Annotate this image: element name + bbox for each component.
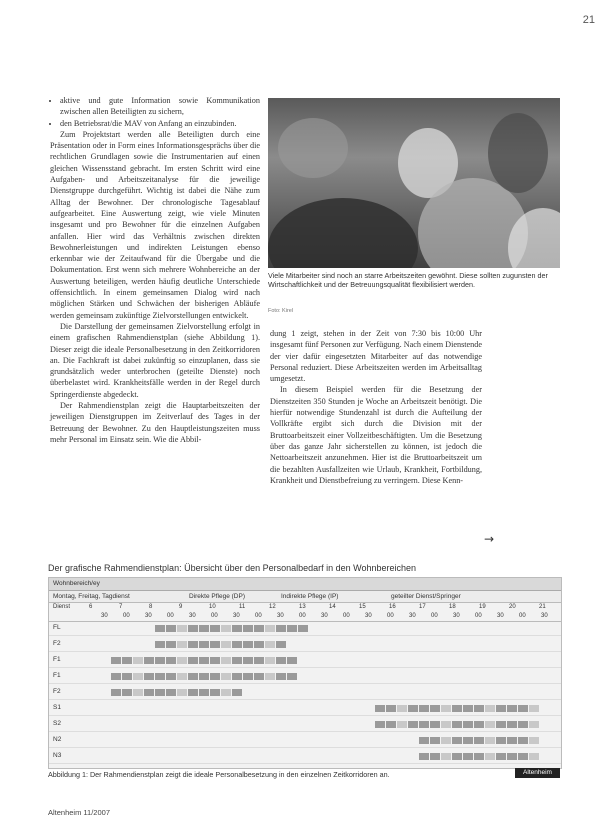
shift-cell xyxy=(397,721,408,728)
shift-cell xyxy=(474,737,485,744)
shift-cell xyxy=(133,673,144,680)
photo-staff-meeting xyxy=(268,98,560,268)
hour-tick: 16 xyxy=(389,604,396,610)
shift-cell xyxy=(166,641,177,648)
shift-cell xyxy=(419,705,430,712)
shift-cell xyxy=(199,673,210,680)
shift-cell xyxy=(177,673,188,680)
shift-cell xyxy=(166,689,177,696)
row-divider xyxy=(49,651,561,652)
shift-cell xyxy=(133,689,144,696)
shift-cell xyxy=(287,625,298,632)
shift-cell xyxy=(144,689,155,696)
shift-cell xyxy=(441,737,452,744)
photo-caption: Viele Mitarbeiter sind noch an starre Arbeitszeiten gewöhnt. Diese sollten zugunsten der Wirtschaftlichkeit und der Betreuungsqualität flexibilisiert werden. xyxy=(268,271,548,289)
header-label: Dienst xyxy=(53,604,71,610)
figure-caption: Abbildung 1: Der Rahmendienstplan zeigt die ideale Personalbesetzung in den einzelnen Zeitkorridoren an. xyxy=(48,770,390,779)
shift-cell xyxy=(188,657,199,664)
shift-cell xyxy=(375,705,386,712)
hour-tick: 6 xyxy=(89,604,93,610)
legend-item: geteilter Dienst/Springer xyxy=(391,593,461,600)
minute-tick: 00 xyxy=(255,613,262,619)
hour-tick: 17 xyxy=(419,604,426,610)
shift-cell xyxy=(474,721,485,728)
bullet-item: • aktive und gute Information sowie Kommunikation zwischen allen Beteiligten zu sichern, xyxy=(60,95,260,118)
shift-cell xyxy=(232,641,243,648)
shift-cell xyxy=(254,625,265,632)
hour-tick: 19 xyxy=(479,604,486,610)
row-divider xyxy=(49,763,561,764)
shift-cell xyxy=(430,737,441,744)
minute-tick: 00 xyxy=(167,613,174,619)
shift-cell xyxy=(111,657,122,664)
shift-cell xyxy=(485,705,496,712)
shift-cell xyxy=(408,721,419,728)
shift-cell xyxy=(276,657,287,664)
row-label: F1 xyxy=(53,672,61,679)
hour-tick: 20 xyxy=(509,604,516,610)
shift-cell xyxy=(419,737,430,744)
shift-cell xyxy=(441,721,452,728)
paragraph: dung 1 zeigt, stehen in der Zeit von 7:30 bis 10:00 Uhr insgesamt fünf Personen zur Verfügung. Nach einem Dienstende der vier dafür eingesetzten Mitarbeiter auf das notwendige Personal reduziert. Diese Arbeitszeiten werden im Arbeitsalltag umgesetzt. xyxy=(270,329,482,384)
shift-cell xyxy=(419,753,430,760)
shift-cell xyxy=(166,657,177,664)
shift-cell xyxy=(133,657,144,664)
photo-credit: Foto: Kirel xyxy=(268,308,294,314)
minute-tick: 00 xyxy=(475,613,482,619)
shift-cell xyxy=(518,705,529,712)
shift-cell xyxy=(177,657,188,664)
shift-cell xyxy=(221,641,232,648)
legend-item: Indirekte Pflege (IP) xyxy=(281,593,339,600)
shift-cell xyxy=(452,705,463,712)
shift-cell xyxy=(155,689,166,696)
shift-cell xyxy=(474,753,485,760)
shift-cell xyxy=(430,753,441,760)
hour-tick: 12 xyxy=(269,604,276,610)
shift-cell xyxy=(452,753,463,760)
minute-tick: 30 xyxy=(277,613,284,619)
minute-tick: 00 xyxy=(387,613,394,619)
bullet-list xyxy=(60,95,260,129)
right-column xyxy=(270,328,482,486)
minute-tick: 30 xyxy=(497,613,504,619)
shift-cell xyxy=(265,641,276,648)
shift-cell xyxy=(518,737,529,744)
duty-roster-chart xyxy=(48,577,562,769)
hour-tick: 15 xyxy=(359,604,366,610)
shift-cell xyxy=(265,625,276,632)
shift-cell xyxy=(441,705,452,712)
shift-cell xyxy=(452,721,463,728)
row-divider xyxy=(49,667,561,668)
hour-tick: 7 xyxy=(119,604,123,610)
shift-cell xyxy=(518,721,529,728)
shift-cell xyxy=(232,673,243,680)
shift-cell xyxy=(188,625,199,632)
source-badge: Altenheim xyxy=(515,768,560,778)
minute-tick: 00 xyxy=(299,613,306,619)
shift-cell xyxy=(210,689,221,696)
row-label: F2 xyxy=(53,688,61,695)
hour-tick: 13 xyxy=(299,604,306,610)
shift-cell xyxy=(496,705,507,712)
shift-cell xyxy=(529,705,540,712)
shift-cell xyxy=(430,721,441,728)
hour-tick: 18 xyxy=(449,604,456,610)
shift-cell xyxy=(375,721,386,728)
unit-bar xyxy=(49,578,561,591)
shift-cell xyxy=(507,705,518,712)
shift-cell xyxy=(265,673,276,680)
shift-cell xyxy=(529,737,540,744)
continue-arrow-icon: → xyxy=(484,532,495,546)
shift-cell xyxy=(155,625,166,632)
shift-cell xyxy=(254,641,265,648)
shift-cell xyxy=(166,673,177,680)
shift-cell xyxy=(529,753,540,760)
shift-cell xyxy=(265,657,276,664)
shift-cell xyxy=(155,657,166,664)
shift-cell xyxy=(529,721,540,728)
row-divider xyxy=(49,747,561,748)
shift-cell xyxy=(518,753,529,760)
minute-tick: 30 xyxy=(233,613,240,619)
shift-cell xyxy=(507,737,518,744)
legend-bar xyxy=(49,591,561,603)
hour-row xyxy=(49,603,561,612)
hour-tick: 14 xyxy=(329,604,336,610)
shift-cell xyxy=(496,753,507,760)
shift-cell xyxy=(177,625,188,632)
shift-cell xyxy=(276,641,287,648)
shift-cell xyxy=(188,689,199,696)
paragraph: Die Darstellung der gemeinsamen Zielvorstellung erfolgt in einem grafischen Rahmendienstplan (siehe Abbildung 1). Dieser zeigt die ideale Personalbesetzung in den Zeitkorridoren an. Die Fachkraft ist dabei zukünftig so einzuplanen, dass sie grundsätzlich weder unterbrochen (geteilte Dienste) noch überbelastet wird. Krankheitsfälle werden in der Regel durch Springerdienste abgedeckt. xyxy=(50,321,260,399)
shift-cell xyxy=(243,625,254,632)
shift-cell xyxy=(430,705,441,712)
minute-row xyxy=(49,612,561,622)
shift-cell xyxy=(474,705,485,712)
row-divider xyxy=(49,635,561,636)
day-labels: Montag, Freitag, Tagdienst xyxy=(53,593,130,600)
minute-tick: 30 xyxy=(145,613,152,619)
shift-cell xyxy=(177,689,188,696)
row-label: FL xyxy=(53,624,61,631)
shift-cell xyxy=(122,689,133,696)
shift-cell xyxy=(122,673,133,680)
shift-cell xyxy=(111,689,122,696)
left-column xyxy=(50,95,260,445)
shift-cell xyxy=(485,737,496,744)
shift-cell xyxy=(463,721,474,728)
row-divider xyxy=(49,731,561,732)
bullet-item: • den Betriebsrat/die MAV von Anfang an einzubinden. xyxy=(60,118,260,129)
minute-tick: 30 xyxy=(409,613,416,619)
row-divider xyxy=(49,683,561,684)
shift-cell xyxy=(441,753,452,760)
shift-cell xyxy=(221,689,232,696)
minute-tick: 00 xyxy=(431,613,438,619)
shift-cell xyxy=(155,673,166,680)
minute-tick: 30 xyxy=(541,613,548,619)
minute-tick: 30 xyxy=(365,613,372,619)
shift-cell xyxy=(386,705,397,712)
shift-cell xyxy=(221,625,232,632)
shift-cell xyxy=(254,673,265,680)
row-divider xyxy=(49,715,561,716)
shift-cell xyxy=(188,641,199,648)
row-divider xyxy=(49,699,561,700)
shift-cell xyxy=(276,625,287,632)
shift-cell xyxy=(210,657,221,664)
shift-cell xyxy=(199,641,210,648)
figure-title: Der grafische Rahmendienstplan: Übersicht über den Personalbedarf in den Wohnbereichen xyxy=(48,563,417,573)
shift-cell xyxy=(177,641,188,648)
shift-cell xyxy=(408,705,419,712)
shift-cell xyxy=(287,673,298,680)
shift-cell xyxy=(166,625,177,632)
paragraph: Der Rahmendienstplan zeigt die Hauptarbeitszeiten der jeweiligen Dienstgruppen im Zeitverlauf des Tages in der Betreuung der Bewohner. Zu den Hauptleistungszeiten muss mehr Personal im Einsatz sein. Wie die Abbil- xyxy=(50,401,260,444)
shift-cell xyxy=(155,641,166,648)
shift-cell xyxy=(199,689,210,696)
shift-cell xyxy=(232,657,243,664)
paragraph: Zum Projektstart werden alle Beteiligten durch eine Präsentation oder in Form eines Informationsgesprächs über die rechtlichen Grundlagen sowie die Instrumentarien auf einen gleichen Wissensstand gebracht. Im ersten Schritt wird eine Aufgaben- und Arbeitszeitanalyse für die jeweilige Dienstgruppe durchgeführt. Wichtig ist dabei die Nähe zum Alltag der Bewohner. Der chronologische Tagesablauf aufgearbeitet. Eine Auswertung zeigt, wie viele Minuten insgesamt und pro Bewohner für die einzelnen Aufgaben anfallen. Hier wird das Verhältnis zwischen direkten Bewohnerleistungen und indirekten Leistungen ebenso erkennbar wie der Zeitaufwand für die Übergabe und die Dokumentation. Erst wenn sich mehrere Wohnbereiche an der Auswertung beteiligen, werden häufig deutliche Unterschiede offensichtlich. In einem gemeinsamen Dialog wird nach möglichen Stärken und Schwächen der bisherigen Abläufe werden gemeinsam zukünftige Zielvorstellungen entwickelt. xyxy=(50,129,260,320)
minute-tick: 30 xyxy=(189,613,196,619)
shift-cell xyxy=(298,625,309,632)
shift-cell xyxy=(221,673,232,680)
shift-cell xyxy=(111,673,122,680)
row-label: N3 xyxy=(53,752,62,759)
shift-cell xyxy=(144,657,155,664)
minute-tick: 30 xyxy=(321,613,328,619)
hour-tick: 8 xyxy=(149,604,153,610)
shift-cell xyxy=(276,673,287,680)
shift-cell xyxy=(463,737,474,744)
paragraph: In diesem Beispiel werden für die Besetzung der Dienstzeiten 350 Stunden je Woche an Arbeitszeit benötigt. Die hierfür notwendige Stundenzahl ist durch die Aufteilung der Vollkräfte ergibt sich durch die Division mit der Bruttoarbeitszeit einer Vollzeitbeschäftigten. Um die Besetzung über das ganze Jahr sicherstellen zu können, ist jedoch die Nettoarbeitszeit anzunehmen. Hier ist die Bruttoarbeitszeit um die bezahlten Ausfallzeiten wie Urlaub, Krankheit, Fortbildung, Krankheit und Dienstbefreiung zu verringern. Diese Kenn- xyxy=(270,385,482,485)
shift-cell xyxy=(485,753,496,760)
minute-tick: 00 xyxy=(343,613,350,619)
shift-cell xyxy=(507,721,518,728)
minute-tick: 30 xyxy=(453,613,460,619)
shift-cell xyxy=(419,721,430,728)
shift-cell xyxy=(188,673,199,680)
row-label: N2 xyxy=(53,736,62,743)
shift-cell xyxy=(485,721,496,728)
minute-tick: 00 xyxy=(211,613,218,619)
shift-cell xyxy=(210,625,221,632)
shift-cell xyxy=(199,657,210,664)
shift-cell xyxy=(496,737,507,744)
row-label: F1 xyxy=(53,656,61,663)
unit-label: Wohnbereich/ey xyxy=(53,580,100,587)
hour-tick: 21 xyxy=(539,604,546,610)
shift-cell xyxy=(452,737,463,744)
minute-tick: 00 xyxy=(123,613,130,619)
shift-cell xyxy=(243,673,254,680)
shift-cell xyxy=(243,657,254,664)
shift-cell xyxy=(232,689,243,696)
page-number: 21 xyxy=(582,14,595,26)
shift-cell xyxy=(463,705,474,712)
shift-cell xyxy=(254,657,265,664)
row-label: F2 xyxy=(53,640,61,647)
shift-cell xyxy=(210,673,221,680)
shift-cell xyxy=(243,641,254,648)
shift-cell xyxy=(496,721,507,728)
page-footer: Altenheim 11/2007 xyxy=(48,808,110,817)
row-label: S2 xyxy=(53,720,61,727)
shift-cell xyxy=(287,657,298,664)
minute-tick: 00 xyxy=(519,613,526,619)
hour-tick: 10 xyxy=(209,604,216,610)
shift-cell xyxy=(386,721,397,728)
shift-cell xyxy=(232,625,243,632)
shift-cell xyxy=(507,753,518,760)
shift-cell xyxy=(199,625,210,632)
shift-cell xyxy=(397,705,408,712)
shift-cell xyxy=(122,657,133,664)
hour-tick: 11 xyxy=(239,604,246,610)
hour-tick: 9 xyxy=(179,604,183,610)
row-label: S1 xyxy=(53,704,61,711)
minute-tick: 30 xyxy=(101,613,108,619)
shift-cell xyxy=(144,673,155,680)
shift-cell xyxy=(221,657,232,664)
legend-item: Direkte Pflege (DP) xyxy=(189,593,245,600)
shift-cell xyxy=(463,753,474,760)
shift-cell xyxy=(210,641,221,648)
